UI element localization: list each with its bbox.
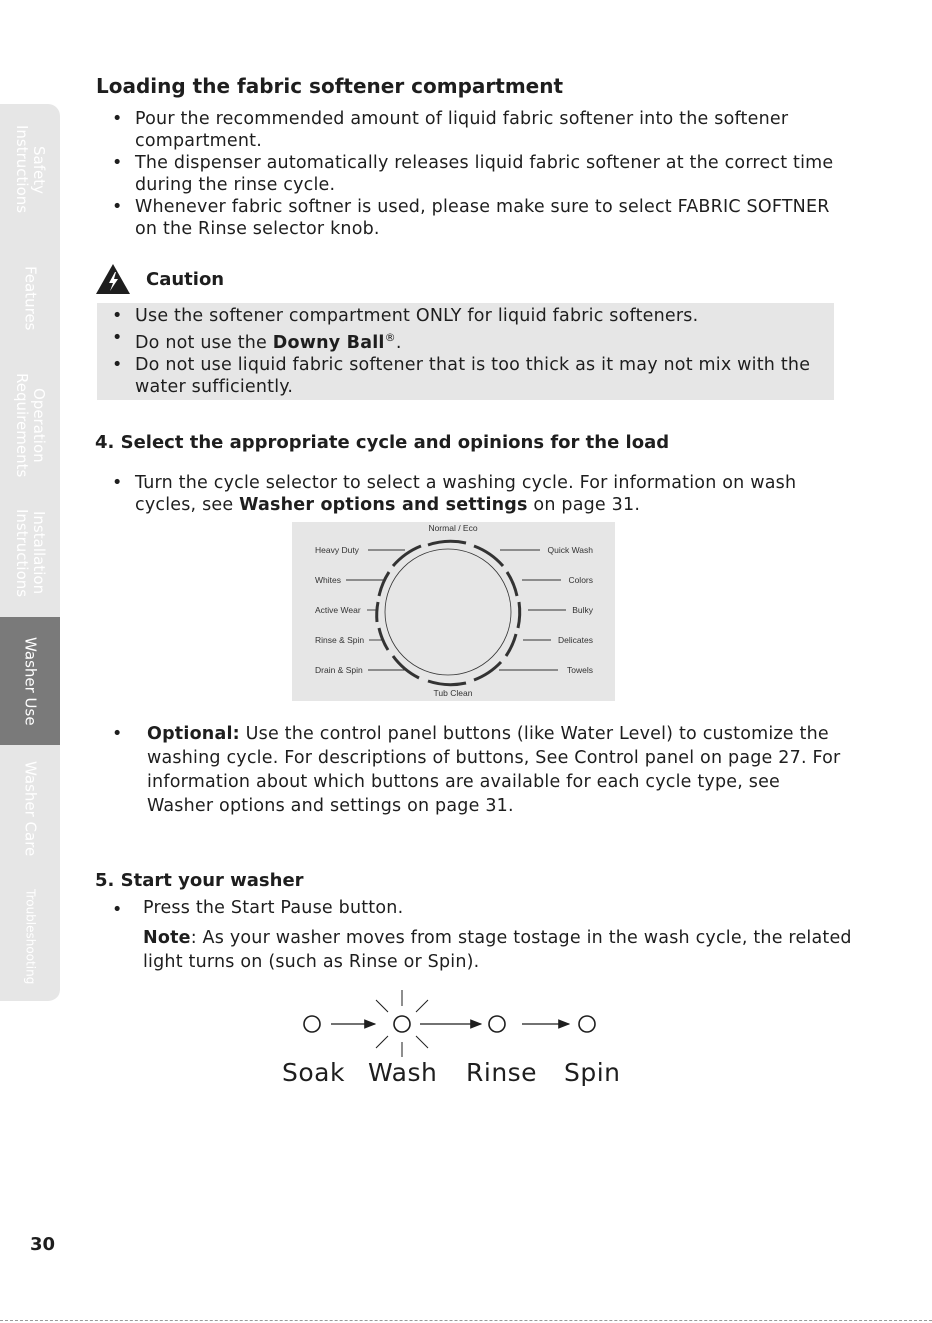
dial-label-drain-spin: Drain & Spin [315, 665, 363, 675]
optional-paragraph [112, 722, 852, 818]
step4-text: Turn the cycle selector to select a washing cycle. For information on wash cycles, see [135, 473, 797, 515]
bullet: • [112, 900, 123, 920]
step5-body [112, 896, 852, 974]
caution-text: Do not use the [135, 332, 273, 353]
stage-label-soak: Soak [282, 1058, 345, 1087]
tab-label: Washer Use [21, 636, 40, 726]
warning-triangle-icon [95, 263, 131, 295]
caution-title: Caution [146, 268, 225, 290]
page-number: 30 [30, 1234, 56, 1255]
tab-troubleshooting[interactable] [0, 873, 60, 1002]
tab-label: Washer Care [21, 761, 40, 857]
downy-ball-text: Downy Ball [272, 332, 385, 353]
optional-text: Use the control panel buttons (like Water Level) to customize the washing cycle. For descriptions of buttons, See Control panel on page 27. For information about which buttons are available for each cycle type, see Washer options and settings on page 31. [147, 724, 841, 816]
step4-text: on page 31. [527, 495, 641, 515]
bullet: • [112, 724, 123, 744]
spin-light-icon [579, 1016, 595, 1032]
soak-light-icon [304, 1016, 320, 1032]
dial-label-top: Normal / Eco [428, 523, 478, 533]
list-item: • Whenever fabric softner is used, please make sure to select FABRIC SOFTNER on the Rinse selector knob. [112, 196, 842, 240]
caution-list [112, 305, 842, 398]
sidebar-tabs [0, 104, 60, 1001]
step5-heading: 5. Start your washer [95, 870, 304, 891]
tab-label: Safety Instructions [13, 125, 48, 214]
tab-installation-instructions[interactable] [0, 489, 60, 618]
dial-label-delicates: Delicates [558, 635, 593, 645]
dial-label-towels: Towels [567, 665, 593, 675]
note-text-block [143, 926, 852, 974]
list-item: • The dispenser automatically releases liquid fabric softener at the correct time during the rinse cycle. [112, 152, 842, 196]
dial-label-bulky: Bulky [572, 605, 593, 615]
stage-label-wash: Wash [368, 1058, 438, 1087]
rinse-light-icon [489, 1016, 505, 1032]
softener-list [112, 108, 842, 240]
dial-label-heavy-duty: Heavy Duty [315, 545, 359, 555]
tab-operation-requirements[interactable] [0, 361, 60, 490]
tab-safety-instructions[interactable] [0, 104, 60, 236]
list-item [112, 472, 842, 516]
note-text: : As your washer moves from stage tostage in the wash cycle, the related light turns on (such as Rinse or Spin). [143, 928, 852, 972]
cycle-selector-dial [292, 522, 615, 701]
stage-label-rinse: Rinse [466, 1058, 538, 1087]
tab-washer-use[interactable] [0, 617, 60, 746]
dial-label-colors: Colors [568, 575, 593, 585]
list-item: • Use the softener compartment ONLY for liquid fabric softeners. [112, 305, 842, 327]
caution-header [95, 262, 224, 296]
step4-heading: 4. Select the appropriate cycle and opinions for the load [95, 432, 670, 453]
dial-label-active-wear: Active Wear [315, 605, 361, 615]
stage-indicator-diagram [275, 985, 635, 1095]
tab-label: Troubleshooting [23, 889, 38, 985]
list-item: • Pour the recommended amount of liquid fabric softener into the softener compartment. [112, 108, 842, 152]
dial-label-bottom: Tub Clean [433, 688, 473, 698]
registered-mark: ® [384, 331, 396, 344]
step5-bullet-text: Press the Start Pause button. [143, 898, 404, 918]
optional-label: Optional: [147, 724, 240, 744]
washer-options-link[interactable]: Washer options and settings [239, 495, 528, 515]
optional-text-block [147, 722, 852, 818]
bottom-divider [0, 1320, 932, 1322]
note-label: Note [143, 928, 191, 948]
caution-text: . [395, 332, 402, 353]
stage-label-spin: Spin [564, 1058, 621, 1087]
wash-light-icon [394, 1016, 410, 1032]
dial-label-whites: Whites [315, 575, 341, 585]
tab-label: Installation Instructions [13, 508, 48, 598]
tab-features[interactable] [0, 235, 60, 362]
list-item [112, 327, 842, 354]
dial-label-quick-wash: Quick Wash [547, 545, 593, 555]
step4-list [112, 472, 842, 516]
tab-label: Features [21, 265, 40, 331]
tab-label: Operation Requirements [13, 372, 48, 478]
section-title-softener: Loading the fabric softener compartment [96, 74, 564, 98]
dial-label-rinse-spin: Rinse & Spin [315, 635, 365, 645]
tab-washer-care[interactable] [0, 745, 60, 874]
list-item: • Do not use liquid fabric softener that is too thick as it may not mix with the water sufficiently. [112, 354, 842, 398]
